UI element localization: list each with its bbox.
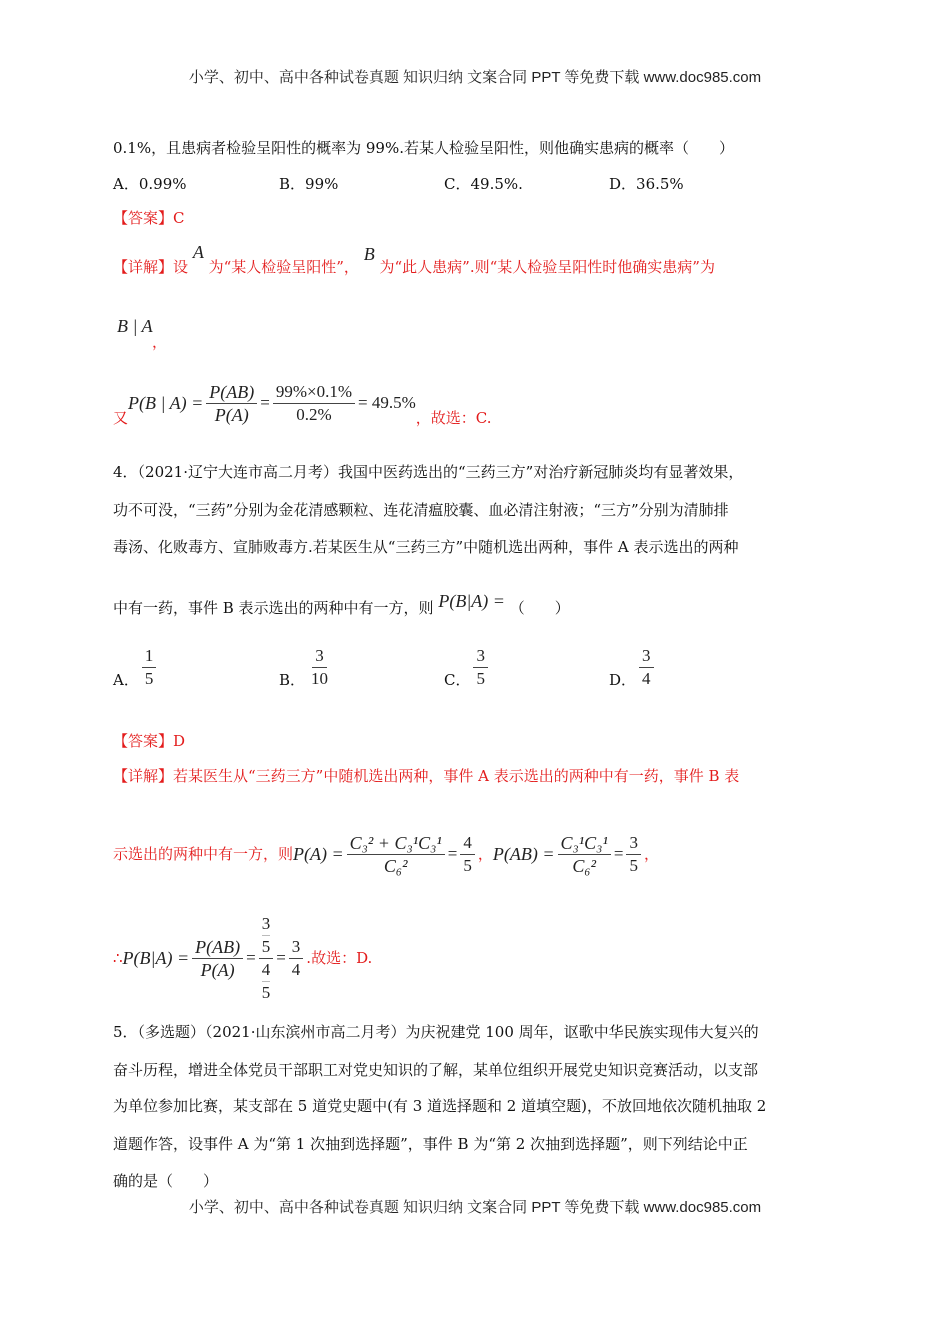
q4-detail-formulas: 示选出的两种中有一方，则 P(A) = $\frac{\text{C₃² + C₃¹C₃¹}}{\text{C₆²}}$ = $\frac{4}{5}$ ， P(AB) = $\frac{\text{C₃¹C₃¹}}{\text{C₆²}}$ = $\frac{3}{5}$ ， [113, 832, 659, 876]
denominator: 5 [261, 936, 271, 956]
fraction-denominator: 10 [311, 669, 329, 688]
math-expr: P(B|A) = [438, 591, 505, 611]
math-a: A [192, 242, 204, 262]
option-label: C． [444, 671, 471, 689]
fraction-denominator: 4 [642, 669, 651, 688]
conclusion: ，故选：C. [415, 409, 492, 427]
detail-text: 设 [173, 258, 189, 276]
q5-line: 5．（多选题）（2021·山东滨州市高二月考）为庆祝建党 100 周年，讴歌中华民族实现伟大复兴的 [113, 1023, 759, 1041]
q4-option-c [444, 645, 491, 690]
q3-option-b: B．99% [279, 175, 339, 193]
fraction-numerator: 99%×0.1% [273, 381, 355, 404]
q4-text: 中有一药，事件 B 表示选出的两种中有一方，则 [113, 599, 434, 617]
therefore-symbol: ∴ [113, 949, 123, 967]
fraction-numerator: 1 [142, 645, 157, 668]
fraction-numerator: P(AB) [192, 936, 243, 959]
q5-line: 确的是（ ） [113, 1172, 219, 1190]
q3-option-a: A．0.99% [113, 175, 187, 193]
detail-label: 【详解】 [113, 767, 174, 785]
fraction-denominator: C₆² [383, 855, 408, 876]
math-lhs: P(A) = [293, 844, 344, 864]
q4-option-d [609, 645, 657, 690]
fraction-denominator: C₆² [572, 855, 597, 876]
option-label: A． [113, 671, 139, 689]
detail-text: 若某医生从“三药三方”中随机选出两种，事件 A 表示选出的两种中有一药，事件 B 表 [173, 767, 740, 785]
numerator: 4 [262, 959, 271, 982]
q3-option-d: D．36.5% [609, 175, 684, 193]
q4-text: （ ） [509, 599, 570, 617]
q3-option-c: C．49.5%. [444, 175, 523, 193]
q5-line: 为单位参加比赛，某支部在 5 道党史题中(有 3 道选择题和 2 道填空题)，不放回地依次随机抽取 2 [113, 1097, 767, 1115]
detail-text: 示选出的两种中有一方，则 [113, 845, 294, 863]
fraction-denominator: 5 [629, 855, 638, 875]
conclusion: .故选：D. [306, 949, 373, 967]
detail-text: 为“某人检验呈阳性”， [208, 258, 359, 276]
fraction-numerator: C₃¹C₃¹ [558, 832, 611, 855]
denominator: 5 [261, 982, 271, 1002]
option-label: B． [279, 671, 306, 689]
fraction-denominator: P(A) [214, 404, 249, 425]
fraction-denominator: 5 [144, 669, 154, 688]
q3-stem: 0.1%，且患病者检验呈阳性的概率为 99%.若某人检验呈阳性，则他确实患病的概率（ ） [113, 139, 734, 157]
q4-detail [113, 766, 739, 786]
detail-label: 【详解】 [113, 258, 174, 276]
fraction-numerator: P(AB) [206, 381, 257, 404]
math-cond: B | A [117, 316, 153, 336]
q3-answer: 【答案】C [113, 209, 185, 227]
page-footer: 小学、初中、高中各种试卷真题 知识归纳 文案合同 PPT 等免费下载 www.doc985.com [188, 1199, 762, 1216]
q3-detail [113, 242, 715, 277]
math-lhs: P(B|A) = [122, 948, 190, 968]
comma: ， [152, 333, 168, 351]
q3-formula: 又 P(B | A) = $\frac{P(AB)}{P(A)}$ = $\frac{99\%\times 0.1\%}{0.2\%}$ = 49.5% ，故选：C. [113, 381, 492, 427]
q4-answer: 【答案】D [113, 732, 186, 750]
q4-line [113, 591, 570, 618]
q4-option-b [279, 645, 334, 690]
fraction-denominator: 0.2% [296, 404, 332, 424]
q4-line: 功不可没，“三药”分别为金花清感颗粒、连花清瘟胶囊、血必清注射液；“三方”分别为清肺排 [113, 501, 729, 519]
math-lhs: P(B | A) = [128, 393, 204, 413]
q4-line: 4．（2021·辽宁大连市高二月考）我国中医药选出的“三药三方”对治疗新冠肺炎均有显著效果， [113, 463, 744, 481]
q4-final-formula: ∴ P(B|A) = $\frac{P(AB)}{P(A)}$ = $\frac{\frac{3}{5}}{\frac{4}{5}}$ = $\frac{3}{4}$ .故选：D. [113, 913, 373, 1002]
math-result: = 49.5% [358, 393, 416, 412]
q5-line: 道题作答，设事件 A 为“第 1 次抽到选择题”，事件 B 为“第 2 次抽到选择题”，则下列结论中正 [113, 1135, 748, 1153]
math-b: B [363, 244, 375, 264]
q4-option-a [113, 645, 159, 690]
formula-prefix: 又 [113, 409, 129, 427]
detail-text: 为“此人患病”.则“某人检验呈阳性时他确实患病”为 [379, 258, 715, 276]
fraction-numerator: 3 [289, 936, 304, 959]
option-label: D． [609, 671, 637, 689]
fraction-numerator: 4 [460, 832, 475, 855]
fraction-numerator: 3 [312, 645, 327, 668]
q5-line: 奋斗历程，增进全体党员干部职工对党史知识的了解，某单位组织开展党史知识竞赛活动，以支部 [113, 1061, 759, 1079]
fraction-denominator: 5 [463, 855, 472, 875]
fraction-numerator: 3 [639, 645, 654, 668]
fraction-denominator: 5 [476, 669, 485, 688]
fraction-numerator: 3 [473, 645, 488, 668]
math-lhs: P(AB) = [492, 844, 555, 864]
page-header: 小学、初中、高中各种试卷真题 知识归纳 文案合同 PPT 等免费下载 www.doc985.com [188, 69, 762, 86]
fraction-denominator: 4 [291, 959, 301, 979]
numerator: 3 [262, 913, 271, 936]
fraction-denominator: P(A) [200, 959, 235, 980]
q4-line: 毒汤、化败毒方、宣肺败毒方.若某医生从“三药三方”中随机选出两种，事件 A 表示选出的两种 [113, 538, 739, 556]
fraction-numerator: 3 [626, 832, 641, 855]
fraction-numerator: C₃² + C₃¹C₃¹ [347, 832, 445, 855]
